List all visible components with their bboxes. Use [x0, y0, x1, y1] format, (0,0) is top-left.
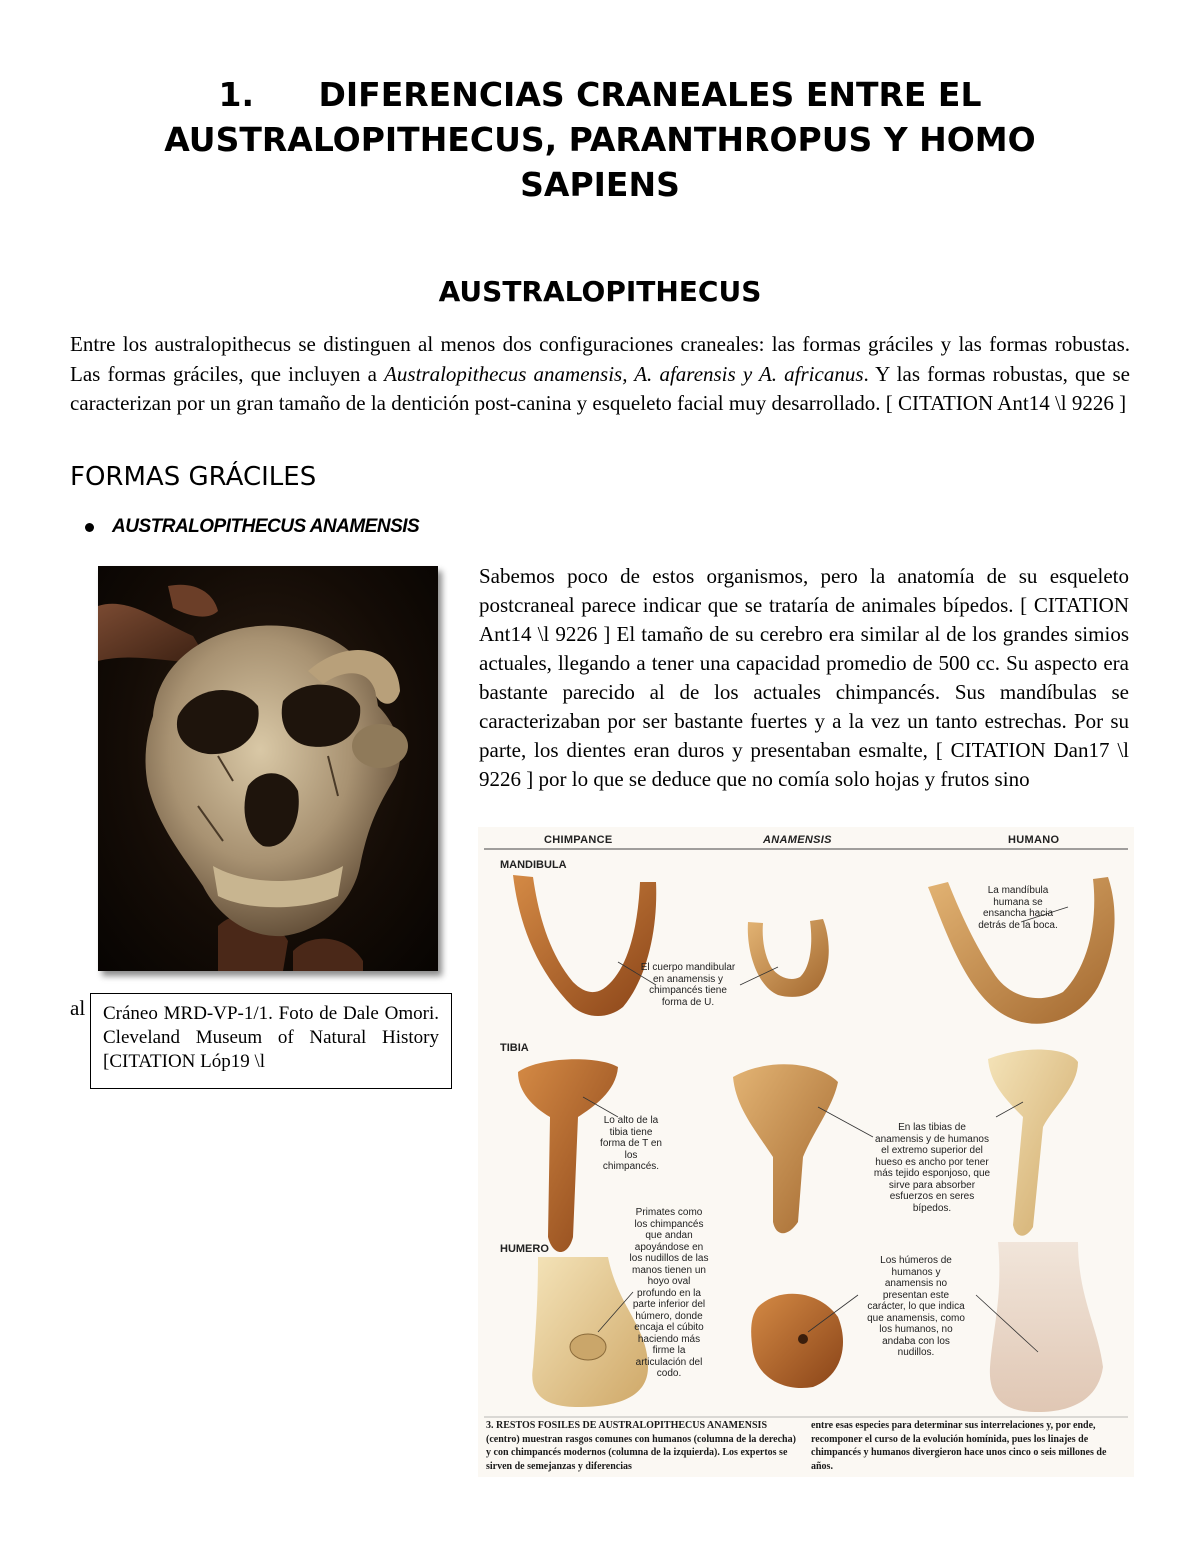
figure-note-humero-hoyo: Primates como los chimpancés que andan apoyándose en los nudillos de las manos tienen un hoyo oval profundo en la parte inferior del húmero, donde encaja el cúbito haciendo más firme la articulación del codo.	[629, 1207, 709, 1379]
skull-photo	[98, 566, 438, 971]
figure-note-mandibula-u: El cuerpo mandibular en anamensis y chimpancés tiene forma de U.	[640, 962, 736, 1008]
bullet-label: AUSTRALOPITHECUS ANAMENSIS	[112, 516, 420, 537]
heading-number: 1.	[218, 75, 254, 114]
figure-row-label-humero: HUMERO	[500, 1243, 549, 1255]
intro-paragraph	[70, 330, 1130, 419]
figure-row-label-tibia: TIBIA	[500, 1042, 529, 1054]
figure-note-tibia-t: Lo alto de la tibia tiene forma de T en los chimpancés.	[600, 1115, 662, 1172]
intro-text-1: Entre los australopithecus se distinguen al menos dos configuraciones craneales: las formas gráciles y las formas robustas. Las formas gráciles, que incluyen a	[70, 332, 1130, 386]
document-title	[60, 72, 1140, 207]
figure-note-humero-nudillos: Los húmeros de humanos y anamensis no presentan este carácter, lo que indica que anamensis, como los humanos, no andaba con los nudillos.	[867, 1255, 965, 1358]
figure-col-header-chimpance: CHIMPANCE	[544, 834, 613, 846]
heading-line-1: DIFERENCIAS CRANEALES ENTRE EL	[318, 75, 982, 114]
continuation-text: al	[70, 996, 86, 1020]
figure-caption-right: entre esas especies para determinar sus interrelaciones y, por ende, recomponer el curso de la evolución homínida, pues los linajes de chimpancés y humanos divergieron hace unos cinco o seis millones de años.	[811, 1420, 1107, 1472]
section-title: AUSTRALOPITHECUS	[438, 275, 762, 308]
bullet-list-item	[85, 516, 419, 538]
figure-col-header-anamensis: ANAMENSIS	[763, 834, 832, 846]
bullet-icon	[85, 523, 94, 532]
intro-species-italic: Australopithecus anamensis, A. afarensis y A. africanus	[384, 361, 864, 386]
bones-comparison-figure	[478, 827, 1134, 1477]
figure-note-tibia-ancho: En las tibias de anamensis y de humanos el extremo superior del hueso es ancho por tener más tejido esponjoso, que sirve para absorber esfuerzos en seres bípedos.	[873, 1122, 991, 1214]
side-paragraph: Sabemos poco de estos organismos, pero la anatomía de su esqueleto postcraneal parece indicar que se trataría de animales bípedos. [ CITATION Ant14 \l 9226 ] El tamaño de su cerebro era similar al de los grandes simios actuales, llegando a tener una capacidad promedio de 500 cc. Su aspecto era bastante parecido al de los actuales chimpancés. Sus mandíbulas se caracterizaban por ser bastante fuertes y a la vez un tanto estrechas. Por su parte, los dientes eran duros y presentaban esmalte, [ CITATION Dan17 \l 9226 ] por lo que se deduce que no comía solo hojas y frutos sino	[479, 564, 1129, 791]
figure-note-mandibula-humana: La mandíbula humana se ensancha hacia detrás de la boca.	[978, 885, 1058, 931]
subsection-heading: FORMAS GRÁCILES	[70, 462, 317, 492]
skull-illustration	[98, 566, 438, 971]
figure-caption-left: 3. RESTOS FOSILES DE AUSTRALOPITHECUS ANAMENSIS (centro) muestran rasgos comunes con humanos (columna de la derecha) y con chimpancés modernos (columna de la izquierda). Los expertos se sirven de semejanzas y diferencias	[486, 1420, 796, 1472]
figure-row-label-mandibula: MANDIBULA	[500, 859, 567, 871]
photo-caption-box: Cráneo MRD-VP-1/1. Foto de Dale Omori. Cleveland Museum of Natural History [CITATION Lóp19 \l	[90, 993, 452, 1089]
heading-line-2: AUSTRALOPITHECUS, PARANTHROPUS Y HOMO	[164, 120, 1036, 159]
figure-col-header-humano: HUMANO	[1008, 834, 1060, 846]
heading-line-3: SAPIENS	[520, 165, 680, 204]
intro-text-2: . Y las formas robustas, que se caracterizan por un gran tamaño de la dentición post-canina y esqueleto facial muy desarrollado. [ CITATION Ant14 \l 9226 ]	[70, 361, 1130, 415]
